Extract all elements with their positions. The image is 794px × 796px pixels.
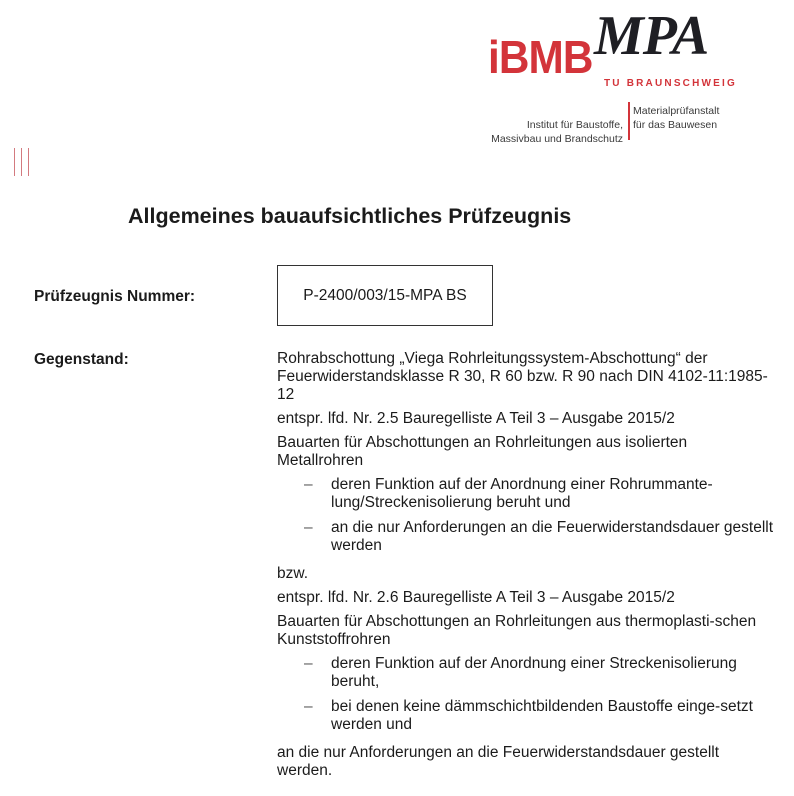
mpa-logo: MPA: [594, 5, 709, 67]
document-title: Allgemeines bauaufsichtliches Prüfzeugnis: [128, 204, 572, 228]
reference-1: entspr. lfd. Nr. 2.5 Bauregelliste A Teil 3 – Ausgabe 2015/2: [277, 410, 675, 427]
list-item: – deren Funktion auf der Anordnung einer Streckenisolierung beruht,: [304, 655, 737, 690]
number-box: [277, 265, 493, 326]
bullet-list-1: [277, 476, 777, 555]
list-item: – deren Funktion auf der Anordnung einer Rohrummante-lung/Streckenisolierung beruht und: [304, 476, 713, 511]
margin-mark: [21, 148, 22, 176]
number-value: P-2400/003/15-MPA BS: [303, 286, 467, 304]
subject-label: Gegenstand:: [34, 351, 129, 368]
closing-text: an die nur Anforderungen an die Feuerwiderstandsdauer gestellt werden.: [277, 744, 720, 779]
institute-line-2: Massivbau und Brandschutz: [491, 133, 623, 145]
subject-intro: Rohrabschottung „Viega Rohrleitungssystem-Abschottung“ der Feuerwiderstandsklasse R 30, R 60 bzw. R 90 nach DIN 4102-11:1985-12: [277, 350, 768, 403]
number-label: Prüfzeugnis Nummer:: [34, 288, 196, 305]
reference-2: entspr. lfd. Nr. 2.6 Bauregelliste A Teil 3 – Ausgabe 2015/2: [277, 589, 675, 606]
list-item: – an die nur Anforderungen an die Feuerwiderstandsdauer gestellt werden: [304, 519, 774, 554]
bzw-text: bzw.: [277, 565, 309, 582]
description-2: Bauarten für Abschottungen an Rohrleitungen aus thermoplasti-schen Kunststoffrohren: [277, 613, 757, 648]
header-divider: [628, 102, 630, 140]
margin-mark: [14, 148, 15, 176]
subject-content: [277, 350, 777, 786]
margin-mark: [28, 148, 29, 176]
institute-name: [491, 118, 623, 146]
list-item: – bei denen keine dämmschichtbildenden Baustoffe einge-setzt werden und: [304, 698, 753, 733]
mpa-name: [633, 104, 719, 132]
institute-line-1: Institut für Baustoffe,: [526, 119, 623, 131]
mpa-line-1: Materialprüfanstalt: [633, 105, 720, 117]
mpa-line-2: für das Bauwesen: [633, 119, 718, 131]
ibmb-logo: iBMB: [488, 31, 593, 83]
tu-braunschweig-text: TU BRAUNSCHWEIG: [604, 78, 737, 89]
description-1: Bauarten für Abschottungen an Rohrleitungen aus isolierten Metallrohren: [277, 434, 688, 469]
bullet-list-2: [277, 655, 777, 734]
